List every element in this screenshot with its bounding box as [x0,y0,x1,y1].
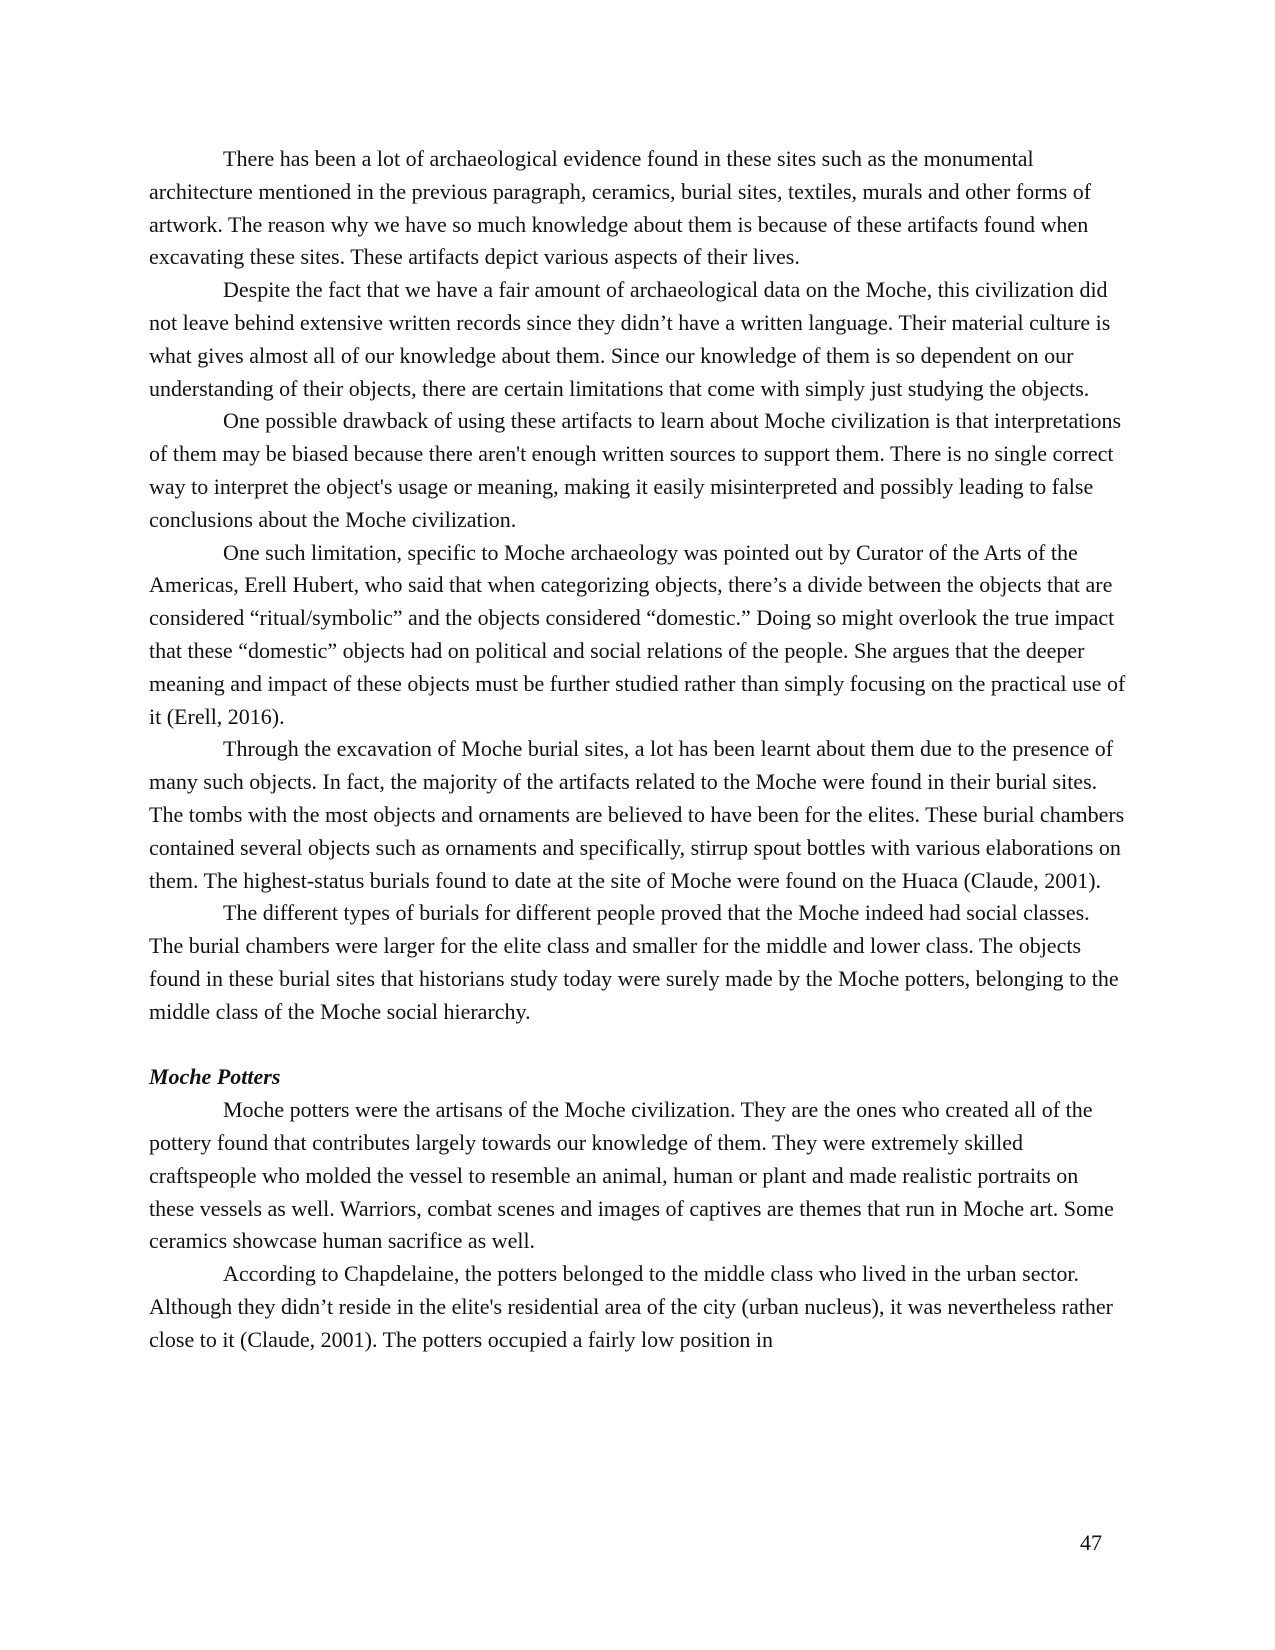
paragraph-limitation-hubert: One such limitation, specific to Moche archaeology was pointed out by Curator of the Arts of the Americas, Erell Hubert, who said that when categorizing objects, there’s a divide between the objects that are considered “ritual/symbolic” and the objects considered “domestic.” Doing so might overlook the true impact that these “domestic” objects had on political and social relations of the people. She argues that the deeper meaning and impact of these objects must be further studied rather than simply focusing on the practical use of it (Erell, 2016). [149,539,1126,729]
paragraph-chapdelaine: According to Chapdelaine, the potters belonged to the middle class who lived in the urban sector. Although they didn’t reside in the elite's residential area of the city (urban nucleus), it was nevertheless rather close to it (Claude, 2001). The potters occupied a fairly low position in [149,1261,1113,1352]
paragraph-drawback: One possible drawback of using these artifacts to learn about Moche civilization is that interpretations of them may be biased because there aren't enough written sources to support them. There is no single correct way to interpret the object's usage or meaning, making it easily misinterpreted and possibly leading to false conclusions about the Moche civilization. [149,408,1122,532]
document-page [149,143,1126,1356]
paragraph-archaeological-evidence: There has been a lot of archaeological evidence found in these sites such as the monumental architecture mentioned in the previous paragraph, ceramics, burial sites, textiles, murals and other forms of artwork. The reason why we have so much knowledge about them is because of these artifacts found when excavating these sites. These artifacts depict various aspects of their lives. [149,146,1092,270]
paragraph-written-records: Despite the fact that we have a fair amount of archaeological data on the Moche, this civilization did not leave behind extensive written records since they didn’t have a written language. Their material culture is what gives almost all of our knowledge about them. Since our knowledge of them is so dependent on our understanding of their objects, there are certain limitations that come with simply just studying the objects. [149,277,1111,401]
paragraph-burial-sites: Through the excavation of Moche burial sites, a lot has been learnt about them due to the presence of many such objects. In fact, the majority of the artifacts related to the Moche were found in their burial sites. The tombs with the most objects and ornaments are believed to have been for the elites. These burial chambers contained several objects such as ornaments and specifically, stirrup spout bottles with various elaborations on them. The highest-status burials found to date at the site of Moche were found on the Huaca (Claude, 2001). [149,736,1125,893]
paragraph-moche-potters: Moche potters were the artisans of the Moche civilization. They are the ones who created all of the pottery found that contributes largely towards our knowledge of them. They were extremely skilled craftspeople who molded the vessel to resemble an animal, human or plant and made realistic portraits on these vessels as well. Warriors, combat scenes and images of captives are themes that run in Moche art. Some ceramics showcase human sacrifice as well. [149,1097,1114,1254]
section-heading: Moche Potters [149,1064,281,1090]
paragraph-social-classes: The different types of burials for different people proved that the Moche indeed had social classes. The burial chambers were larger for the elite class and smaller for the middle and lower class. The objects found in these burial sites that historians study today were surely made by the Moche potters, belonging to the middle class of the Moche social hierarchy. [149,900,1119,1024]
page-number: 47 [1080,1530,1102,1555]
